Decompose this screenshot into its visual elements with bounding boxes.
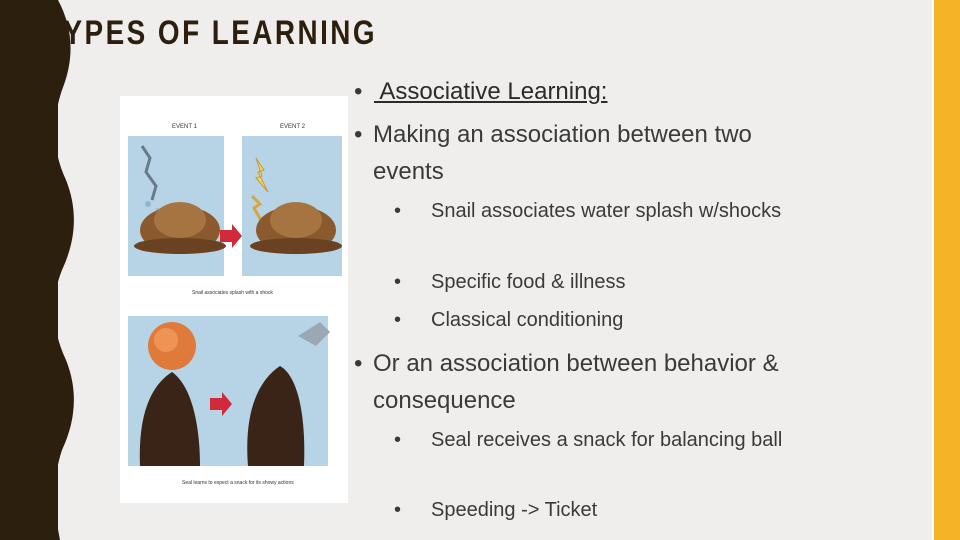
caption-bottom: Seal learns to expect a snack for its showy actions	[182, 480, 294, 486]
slide-title: TYPES OF LEARNING	[44, 14, 378, 52]
heading-associative-learning: Associative Learning:	[374, 78, 608, 105]
bullet-association-behavior: • Or an association between behavior & consequence	[354, 350, 779, 414]
sub-bullet: • Seal receives a snack for balancing ball	[394, 429, 783, 451]
caption-top: Snail associates splash with a shock	[192, 290, 273, 296]
learning-illustration	[120, 96, 348, 503]
sub-bullet: • Snail associates water splash w/shocks	[394, 200, 782, 222]
left-wave-edge	[0, 0, 80, 540]
sub-bullet: • Classical conditioning	[394, 309, 624, 331]
heading-bullet: • Associative Learning:	[354, 78, 608, 105]
event1-label: EVENT 1	[172, 124, 197, 130]
bullet-association-events: • Making an association between two events	[354, 121, 752, 185]
sub-bullet: • Speeding -> Ticket	[394, 499, 598, 521]
right-accent-bar	[934, 0, 960, 540]
event2-label: EVENT 2	[280, 124, 305, 130]
sub-bullet: • Specific food & illness	[394, 271, 626, 293]
